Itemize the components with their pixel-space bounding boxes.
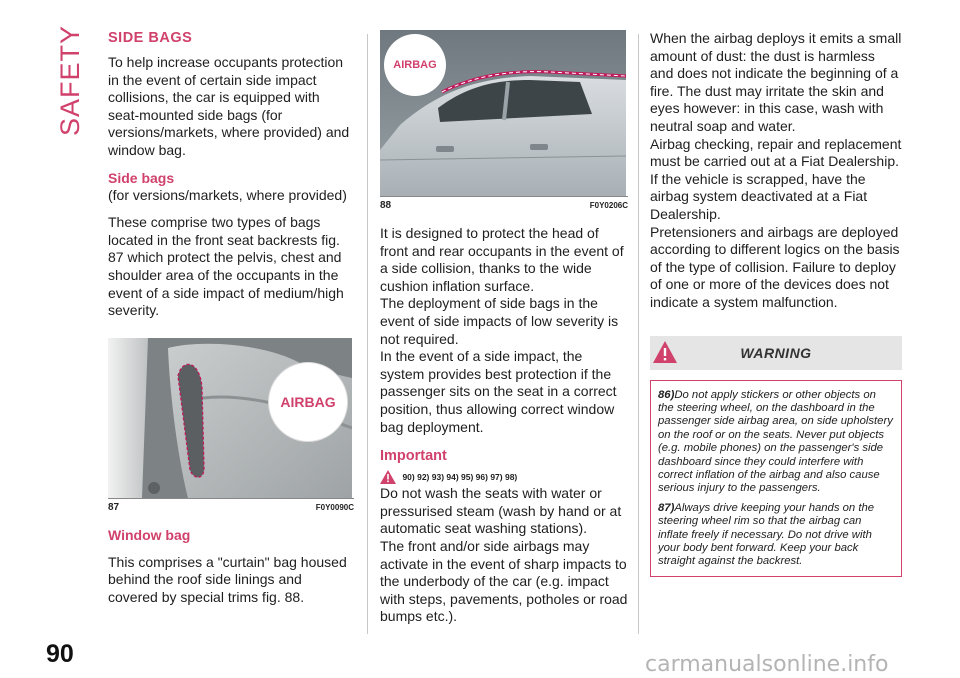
warning-references: 90) 92) 93) 94) 95) 96) 97) 98) (402, 472, 518, 483)
warning-number: 87) (658, 501, 675, 514)
column-divider-1 (367, 34, 368, 634)
figure-code: F0Y0206C (589, 201, 628, 210)
correct-position-paragraph: In the event of a side impact, the system provides best protection if the passenger sits on the seat in a correct position, thus allowing correct window bag deployment. (380, 348, 617, 435)
important-heading: Important (380, 448, 447, 465)
column-divider-2 (638, 34, 639, 634)
window-bag-protection-paragraph: It is designed to protect the head of front and rear occupants in the event of a side collision, thanks to the wide cushion inflation surface. (380, 225, 624, 294)
important-refs-row (380, 469, 628, 485)
seat-washing-paragraph: Do not wash the seats with water or pressurised steam (wash by hand or at automatic seat washing stations). (380, 485, 622, 537)
warning-title: WARNING (740, 344, 812, 361)
figure-number: 87 (108, 501, 120, 513)
figure-code: F0Y0090C (315, 502, 354, 512)
airbag-callout-87 (268, 362, 348, 442)
underbody-impact-paragraph: The front and/or side airbags may activate in the event of sharp impacts to the underbody of the car (e.g. impact with steps, pavements, potholes or road bumps etc.). (380, 537, 628, 625)
warning-text: Do not apply stickers or other objects on the steering wheel, on the dashboard in the passenger side airbag area, on side upholstery on the roof or on the seats. Never put objects (e.g. mobile phones) on the passenger's side dashboard since they could interfere with correct inflation of the airbag and also cause serious injury to the passengers. (658, 388, 893, 495)
side-bags-subtitle: (for versions/markets, where provided) (108, 186, 347, 203)
low-severity-paragraph: The deployment of side bags in the event of side impacts of low severity is not required. (380, 295, 619, 347)
airbag-callout-label: AIRBAG (280, 393, 336, 410)
deployment-logic-paragraph: Pretensioners and airbags are deployed according to different logics on the basis of the type of collision. Failure to deploy of one or more of the devices does not indicate a system malfunction. (650, 223, 900, 310)
section-side-label (54, 24, 88, 136)
warning-triangle-icon (652, 340, 678, 364)
window-bag-heading: Window bag (108, 526, 191, 543)
watermark: carmanualsonline.info (645, 652, 889, 677)
warning-number: 86) (658, 388, 675, 401)
scrapping-paragraph: If the vehicle is scrapped, have the airbag system deactivated at a Fiat Dealership. (650, 170, 868, 222)
airbag-callout-label: AIRBAG (393, 59, 437, 71)
figure-87 (108, 338, 354, 513)
side-bags-paragraph: These comprise two types of bags located in the front seat backrests fig. 87 which protect the pelvis, chest and shoulder area of the occupants in the event of a side impact of medium/high severity. (108, 214, 344, 319)
figure-88 (380, 30, 628, 211)
warning-header (650, 336, 902, 370)
airbag-callout-88 (384, 34, 446, 96)
airbag-dust-paragraph: When the airbag deploys it emits a small amount of dust: the dust is harmless and does not indicate the beginning of a fire. The dust may irritate the skin and eyes however: in this case, wash with neutral soap and water. (650, 30, 902, 134)
figure-87-image (108, 338, 352, 498)
warning-triangle-icon (380, 470, 396, 484)
column-3 (650, 30, 902, 577)
window-bag-paragraph: This comprises a "curtain" bag housed behind the roof side linings and covered by special trims fig. 88. (108, 553, 347, 605)
figure-88-caption (380, 196, 628, 211)
warning-text: Always drive keeping your hands on the steering wheel rim so that the airbag can inflate freely if necessary. Do not drive with your body bent forward. Keep your back straight against the backrest. (658, 501, 875, 568)
figure-87-caption (108, 498, 354, 513)
figure-number: 88 (380, 200, 392, 211)
figure-88-image (380, 30, 626, 196)
dealership-check-paragraph: Airbag checking, repair and replacement must be carried out at a Fiat Dealership. (650, 135, 902, 170)
section-heading: SIDE BAGS (108, 30, 193, 46)
intro-paragraph: To help increase occupants protection in the event of certain side impact collisions, the car is equipped with seat-mounted side bags (for versions/markets, where provided) and window bag. (108, 54, 350, 158)
side-bags-heading: Side bags (108, 169, 175, 186)
warning-box (650, 380, 902, 577)
warning-item (658, 389, 894, 496)
warning-item (658, 502, 894, 569)
section-label-text: SAFETY (55, 24, 86, 136)
column-1 (108, 30, 354, 607)
page-number: 90 (46, 640, 74, 668)
column-2 (380, 30, 628, 626)
